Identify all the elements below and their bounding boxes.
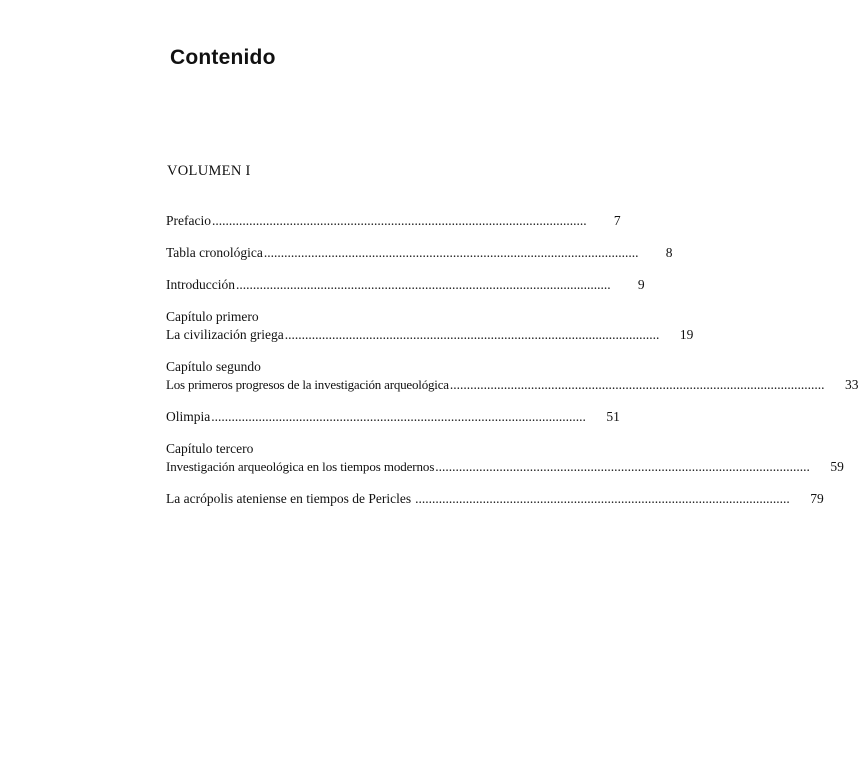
- toc-entry-page: 7: [613, 213, 621, 228]
- toc-entry: [166, 308, 694, 344]
- toc-entry-title: La acrópolis ateniense en tiempos de Pericles: [166, 491, 412, 506]
- leader-dots: ...............................................................................................................: [263, 245, 639, 260]
- leader-dots: ...............................................................................................................: [211, 213, 587, 228]
- toc-entry: [166, 358, 858, 394]
- leader-dots: ...............................................................................................................: [211, 409, 586, 424]
- leader-dots: ...............................................................................................................: [415, 491, 790, 506]
- toc-entry-page: 8: [665, 245, 673, 260]
- toc-entry: [166, 212, 621, 230]
- toc-entry: [166, 244, 673, 262]
- page-title: Contenido: [170, 46, 276, 69]
- table-of-contents: [166, 212, 858, 508]
- volume-heading: VOLUMEN I: [167, 163, 251, 179]
- toc-entry-page: 79: [810, 491, 824, 506]
- toc-entry-page: 19: [679, 327, 694, 342]
- toc-entry-title: Olimpia: [166, 409, 211, 424]
- toc-entry-page: 51: [606, 409, 620, 424]
- toc-entry: [166, 276, 645, 294]
- toc-entry-page: 59: [830, 459, 844, 474]
- leader-dots: ...............................................................................................................: [284, 327, 660, 342]
- leader-dots: ...............................................................................................................: [449, 377, 825, 392]
- toc-entry-page: 33: [844, 377, 858, 392]
- toc-entry: [166, 490, 824, 508]
- toc-entry-title: Investigación arqueológica en los tiempos modernos: [166, 459, 435, 474]
- toc-entry-page: 9: [637, 277, 645, 292]
- toc-entry: [166, 440, 844, 476]
- leader-dots: ...............................................................................................................: [235, 277, 611, 292]
- toc-entry-title: Introducción: [166, 277, 235, 292]
- toc-entry-title: Los primeros progresos de la investigación arqueológica: [166, 377, 449, 392]
- toc-chapter-label: Capítulo segundo: [166, 359, 261, 374]
- leader-dots: ...............................................................................................................: [435, 459, 810, 474]
- toc-entry-title: La civilización griega: [166, 327, 284, 342]
- toc-chapter-label: Capítulo tercero: [166, 441, 254, 456]
- toc-entry-title: Prefacio: [166, 213, 211, 228]
- toc-chapter-label: Capítulo primero: [166, 309, 259, 324]
- toc-entry: [166, 408, 620, 426]
- toc-entry-title: Tabla cronológica: [166, 245, 263, 260]
